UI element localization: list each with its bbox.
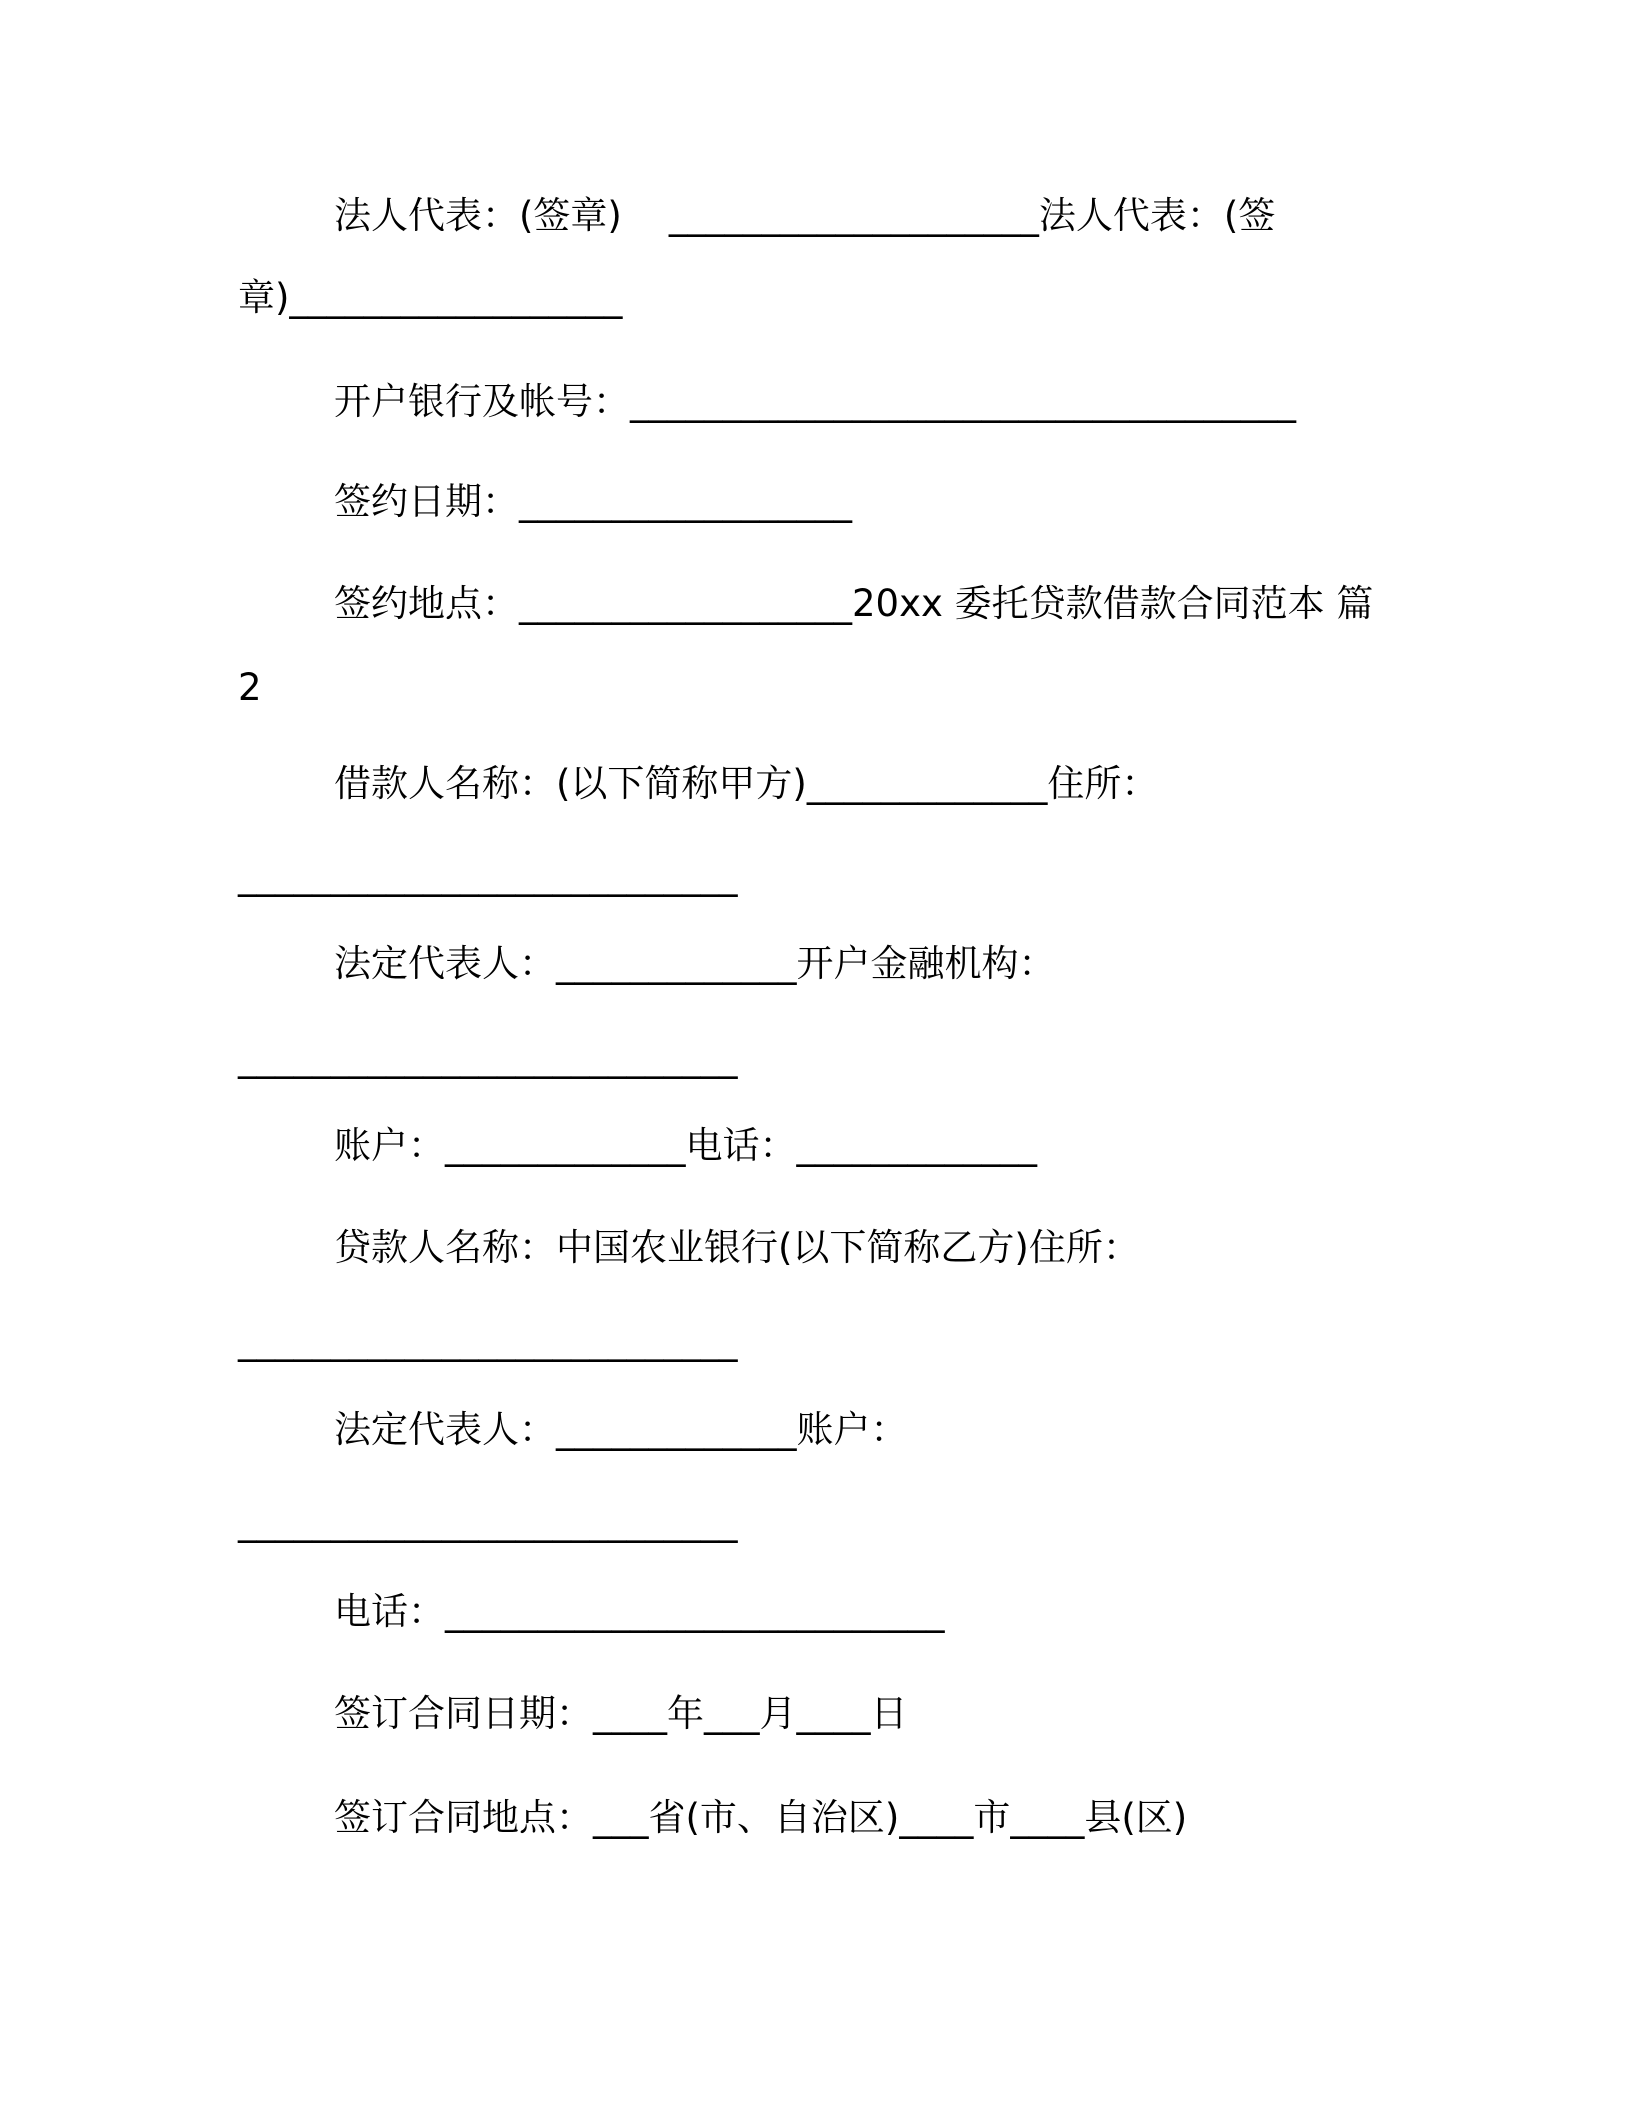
- lender-legal-representative-line: 法定代表人：_____________账户：: [334, 1408, 908, 1451]
- bank-account-line: 开户银行及帐号：____________________________________: [334, 380, 1296, 423]
- lender-account-blank: ___________________________: [238, 1500, 738, 1543]
- signature-line-legal-representatives: 法人代表：(签章) ____________________法人代表：(签: [334, 194, 1276, 237]
- signing-place-and-heading-line: 签约地点：__________________20xx 委托贷款借款合同范本 篇: [334, 582, 1374, 625]
- heading-continued: 2: [238, 666, 262, 709]
- contract-date-line: 签订合同日期：____年___月____日: [334, 1692, 908, 1735]
- signing-date-line: 签约日期：__________________: [334, 480, 852, 523]
- borrower-bank-blank: ___________________________: [238, 1036, 738, 1079]
- borrower-legal-representative-line: 法定代表人：_____________开户金融机构：: [334, 942, 1056, 985]
- lender-address-blank: ___________________________: [238, 1319, 738, 1362]
- contract-place-line: 签订合同地点：___省(市、自治区)____市____县(区): [334, 1796, 1188, 1839]
- borrower-address-blank: ___________________________: [238, 854, 738, 897]
- borrower-name-line: 借款人名称：(以下简称甲方)_____________住所：: [334, 762, 1159, 805]
- borrower-account-phone-line: 账户：_____________电话：_____________: [334, 1124, 1037, 1167]
- lender-phone-line: 电话：___________________________: [334, 1590, 945, 1633]
- signature-line-continued: 章)__________________: [238, 276, 623, 319]
- lender-name-line: 贷款人名称：中国农业银行(以下简称乙方)住所：: [334, 1226, 1140, 1269]
